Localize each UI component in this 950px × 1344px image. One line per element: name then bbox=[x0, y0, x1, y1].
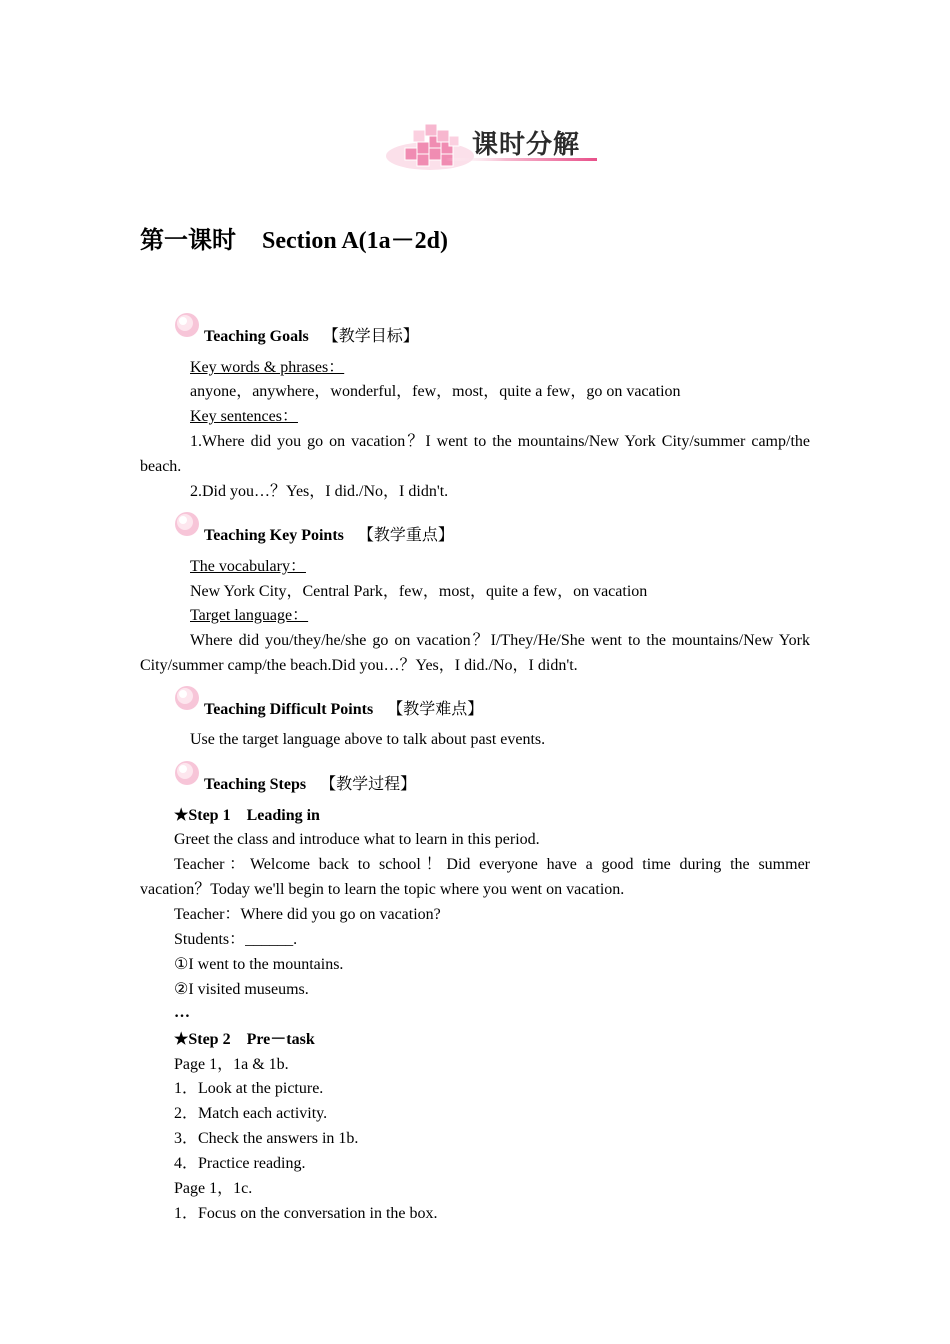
key-words-label: Key words & phrases： bbox=[190, 359, 345, 376]
flower-bullet-icon bbox=[172, 310, 202, 340]
flower-bullet-icon bbox=[172, 758, 202, 788]
step-2-line: 1．Focus on the conversation in the box. bbox=[174, 1205, 438, 1222]
step-1-line: ①I went to the mountains. bbox=[174, 956, 344, 973]
step-1-line: Teacher：Welcome back to school！Did everyone have a good time during the summer bbox=[174, 856, 810, 873]
key-sentence-2: 2.Did you…？Yes，I did./No，I didn't. bbox=[190, 483, 449, 500]
key-sentence-1-line-1: 1.Where did you go on vacation？I went to the mountains/New York City/summer camp/the bbox=[190, 433, 810, 450]
teaching-steps-heading-cn: 【教学过程】 bbox=[320, 776, 417, 793]
key-sentence-1-line-2: beach. bbox=[140, 458, 182, 475]
vocabulary-text: New York City，Central Park，few，most，quite a few，on vacation bbox=[190, 583, 648, 600]
step-2-line: 4．Practice reading. bbox=[174, 1155, 306, 1172]
goals-heading-en: Teaching Goals bbox=[204, 328, 309, 345]
flower-bullet-icon bbox=[172, 683, 202, 713]
goals-heading-cn: 【教学目标】 bbox=[322, 328, 419, 345]
difficult-points-heading-cn: 【教学难点】 bbox=[387, 701, 484, 718]
key-sentences-label: Key sentences： bbox=[190, 408, 298, 425]
target-language-line-2: City/summer camp/the beach.Did you…？Yes，I did./No，I didn't. bbox=[140, 657, 578, 674]
key-points-heading-cn: 【教学重点】 bbox=[357, 527, 454, 544]
vocabulary-label: The vocabulary： bbox=[190, 558, 306, 575]
step-1-ellipsis: … bbox=[174, 1004, 190, 1021]
lesson-title-en: Section A(1a－2d) bbox=[262, 228, 448, 254]
step-2-line: 1．Look at the picture. bbox=[174, 1080, 324, 1097]
step-1-line: vacation？Today we'll begin to learn the topic where you went on vacation. bbox=[140, 881, 625, 898]
step-2-title: ★Step 2 Pre－task bbox=[174, 1031, 315, 1048]
difficult-points-heading-en: Teaching Difficult Points bbox=[204, 701, 374, 718]
banner-title: 课时分解 bbox=[472, 130, 581, 160]
key-points-heading bbox=[204, 526, 454, 546]
key-points-heading-en: Teaching Key Points bbox=[204, 527, 344, 544]
flower-bullet-icon bbox=[172, 509, 202, 539]
difficult-points-text: Use the target language above to talk about past events. bbox=[190, 731, 546, 748]
step-1-line: Teacher：Where did you go on vacation? bbox=[174, 906, 441, 923]
target-language-label: Target language： bbox=[190, 607, 309, 624]
lesson-title bbox=[140, 220, 448, 255]
step-1-line: ②I visited museums. bbox=[174, 981, 309, 998]
step-2-line: Page 1，1c. bbox=[174, 1180, 253, 1197]
step-1-title: ★Step 1 Leading in bbox=[174, 807, 320, 824]
target-language-line-1: Where did you/they/he/she go on vacation？I/They/He/She went to the mountains/New York bbox=[190, 632, 810, 649]
lesson-title-cn: 第一课时 bbox=[140, 228, 236, 254]
goals-heading bbox=[204, 327, 419, 347]
step-1-line: Greet the class and introduce what to learn in this period. bbox=[174, 831, 540, 848]
step-1-line: Students：______. bbox=[174, 931, 298, 948]
key-words-text: anyone，anywhere，wonderful，few，most，quite a few，go on vacation bbox=[190, 383, 681, 400]
teaching-steps-heading-en: Teaching Steps bbox=[204, 776, 307, 793]
difficult-points-heading bbox=[204, 700, 483, 720]
step-2-line: 2．Match each activity. bbox=[174, 1105, 328, 1122]
step-2-line: Page 1，1a & 1b. bbox=[174, 1056, 289, 1073]
step-2-line: 3．Check the answers in 1b. bbox=[174, 1130, 359, 1147]
teaching-steps-heading bbox=[204, 775, 416, 795]
